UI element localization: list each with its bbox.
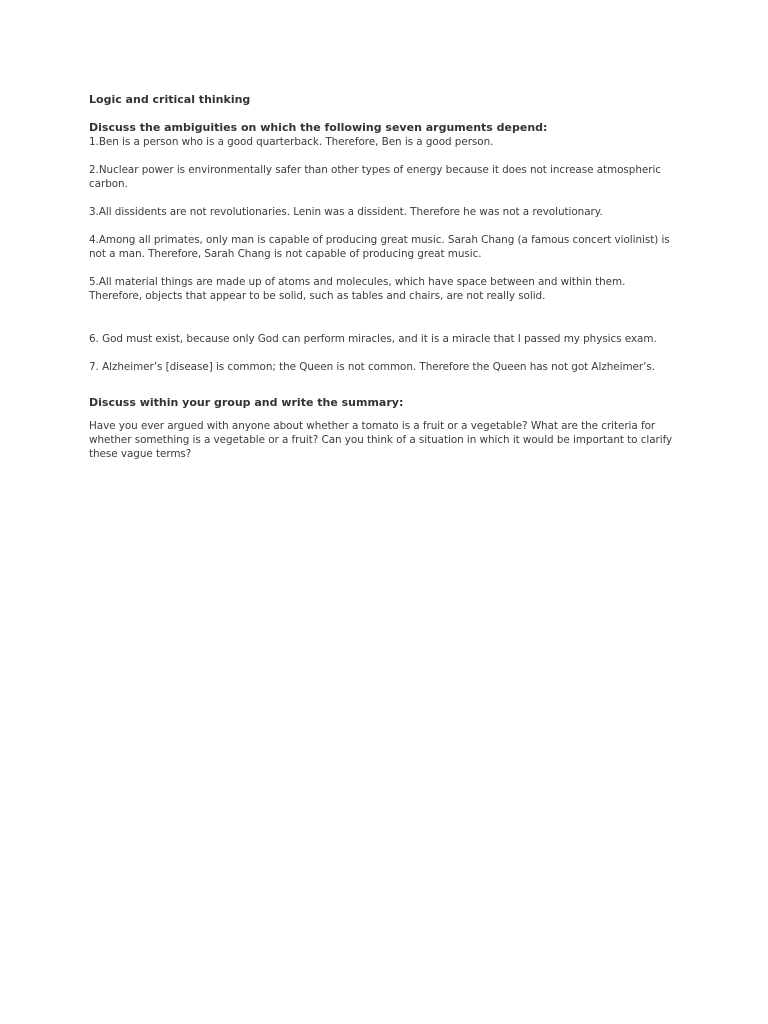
argument-1: 1.Ben is a person who is a good quarterback. Therefore, Ben is a good person. [89, 136, 494, 148]
argument-7: 7. Alzheimer’s [disease] is common; the Queen is not common. Therefore the Queen has not got Alzheimer’s. [89, 361, 655, 373]
argument-5: 5.All material things are made up of atoms and molecules, which have space between and within them. Therefore, objects that appear to be solid, such as tables and chairs, are not really solid. [89, 276, 626, 302]
section-heading-arguments: Discuss the ambiguities on which the following seven arguments depend: [89, 121, 548, 134]
document-title: Logic and critical thinking [89, 93, 251, 106]
section-heading-summary: Discuss within your group and write the summary: [89, 396, 404, 409]
argument-4: 4.Among all primates, only man is capable of producing great music. Sarah Chang (a famous concert violinist) is not a man. Therefore, Sarah Chang is not capable of producing great music. [89, 234, 670, 260]
summary-prompt: Have you ever argued with anyone about whether a tomato is a fruit or a vegetable? What are the criteria for whether something is a vegetable or a fruit? Can you think of a situation in which it would be important to clarify these vague terms? [89, 420, 673, 460]
document-page [89, 92, 679, 461]
argument-6: 6. God must exist, because only God can perform miracles, and it is a miracle that I passed my physics exam. [89, 333, 657, 345]
argument-3: 3.All dissidents are not revolutionaries. Lenin was a dissident. Therefore he was not a revolutionary. [89, 206, 603, 218]
argument-2: 2.Nuclear power is environmentally safer than other types of energy because it does not increase atmospheric carbon. [89, 164, 661, 190]
